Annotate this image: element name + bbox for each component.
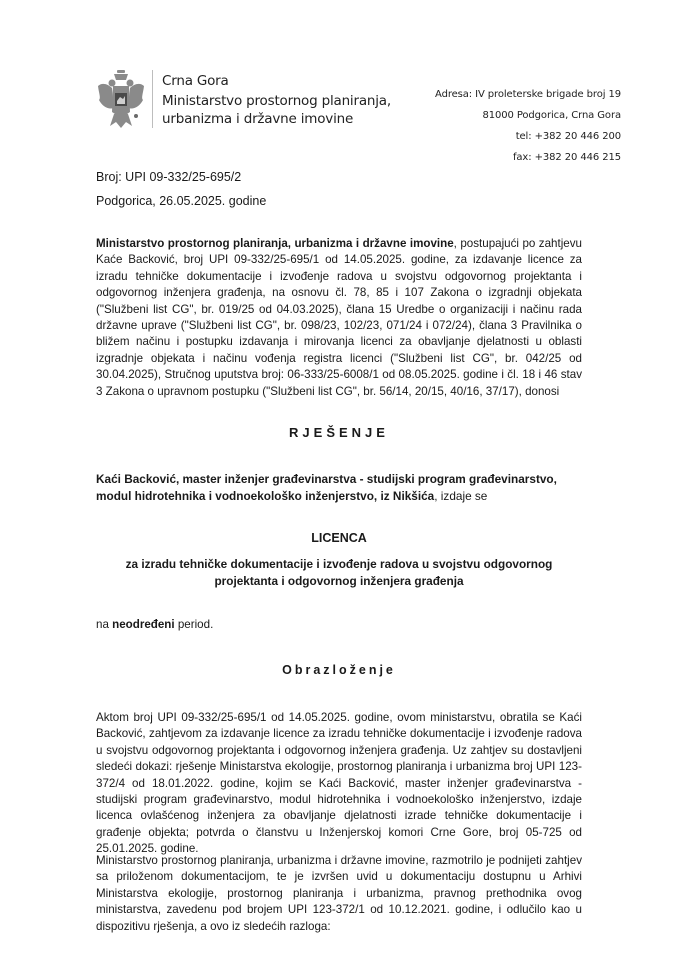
address-street: Adresa: IV proleterske brigade broj 19 [435, 89, 621, 100]
fax-number: fax: +382 20 446 215 [512, 152, 621, 163]
document-meta [96, 165, 266, 213]
ministry-name-line1: Ministarstvo prostornog planiranja, [162, 93, 391, 109]
phone-number: tel: +382 20 446 200 [515, 131, 621, 142]
reasoning-paragraph-1: Aktom broj UPI 09-332/25-695/1 od 14.05.2025. godine, ovom ministarstvu, obratila se Kaći Backović, zahtjevom za izdavanje licence za izradu tehničke dokumentacije i izvođenje radova u svojstvu odgovornog projektanta i odgovornog inženjera građenja. Uz zahtjev su dostavljeni sledeći dokazi: rješenje Ministarstva ekologije, prostornog planiranja i urbanizma broj UPI 123-372/4 od 18.01.2022. godine, kojim se Kaći Backović, master inženjer građevinarstva - studijski program građevinarstvo, modul hidrotehnika i vodnoekološko inženjerstvo, izdaje licenca ovlašćenog inženjera za obavljanje djelatnosti izrade tehničke dokumentacije i građenje objekta; potvrda o članstvu u Inženjerskoj komori Crne Gore, broj 05-725 od 25.01.2025. godine. [96, 711, 582, 856]
intro-text: , postupajući po zahtjevu Kaće Backović, broj UPI 09-332/25-695/1 od 14.05.2025. godine, za izdavanje licence za izradu tehničke dokumentacije i izvođenje radova u svojstvu odgovornog projektanta i odgovornog inženjera građenja, na osnovu čl. 78, 85 i 107 Zakona o izgradnji objekata ("Službeni list CG", br. 019/25 od 04.03.2025), člana 15 Uredbe o organizaciji i načinu rada državne uprave ("Službeni list CG", br. 098/23, 102/23, 071/24 i 072/24), člana 3 Pravilnika o bližem načinu i postupku izdavanja i mirovanja licenci za obavljanje djelatnosti u oblasti izgradnje objekata i načinu vođenja registra licenci ("Službeni list CG", br. 042/25 od 30.04.2025), Stručnog uputstva broj: 06-333/25-6008/1 od 08.05.2025. godine i čl. 18 i 46 stav 3 Zakona o upravnom postupku ("Službeni list CG", br. 56/14, 20/15, 40/16, 37/17), donosi [96, 237, 582, 398]
header-divider [152, 70, 153, 128]
applicant-details: Kaći Backović, master inženjer građevinarstva - studijski program građevinarstvo, modul hidrotehnika i vodnoekološko inženjerstvo, iz Nikšića [96, 472, 557, 503]
address-city: 81000 Podgorica, Crna Gora [482, 110, 621, 121]
country-name: Crna Gora [162, 73, 229, 89]
licence-period [96, 617, 582, 633]
licence-title: LICENCA [311, 531, 367, 545]
decision-subject [96, 471, 582, 504]
decision-title: RJEŠENJE [289, 425, 389, 440]
document-number: Broj: UPI 09-332/25-695/2 [96, 170, 242, 184]
period-suffix: period. [174, 618, 214, 631]
letterhead-contact [435, 84, 621, 168]
reasoning-title: Obrazloženje [282, 663, 396, 677]
period-value: neodređeni [112, 618, 175, 631]
licence-subtitle: za izradu tehničke dokumentacije i izvođenje radova u svojstvu odgovornog projektanta i odgovornog inženjera građenja [125, 557, 553, 588]
coat-of-arms-icon [96, 68, 146, 130]
issuing-authority: Ministarstvo prostornog planiranja, urbanizma i državne imovine [96, 237, 454, 250]
reasoning-paragraph-2: Ministarstvo prostornog planiranja, urbanizma i državne imovine, razmotrilo je podnijeti zahtjev sa priloženom dokumentacijom, te je izvršen uvid u dokumentaciju dostupnu u Arhivi Ministarstva ekologije, prostornog planiranja i urbanizma, pravnog prethodnika ovog ministarstva, zavedenu pod brojem UPI 123-372/1 od 10.12.2021. godine, i odlučilo kao u dispozitivu rješenja, a ovo iz sledećih razloga: [96, 854, 582, 933]
place-and-date: Podgorica, 26.05.2025. godine [96, 194, 267, 208]
letterhead-ministry [162, 72, 391, 128]
decision-subject-tail: , izdaje se [434, 488, 488, 503]
period-prefix: na [96, 618, 113, 631]
ministry-name-line2: urbanizma i državne imovine [162, 111, 354, 127]
intro-paragraph [96, 236, 582, 400]
